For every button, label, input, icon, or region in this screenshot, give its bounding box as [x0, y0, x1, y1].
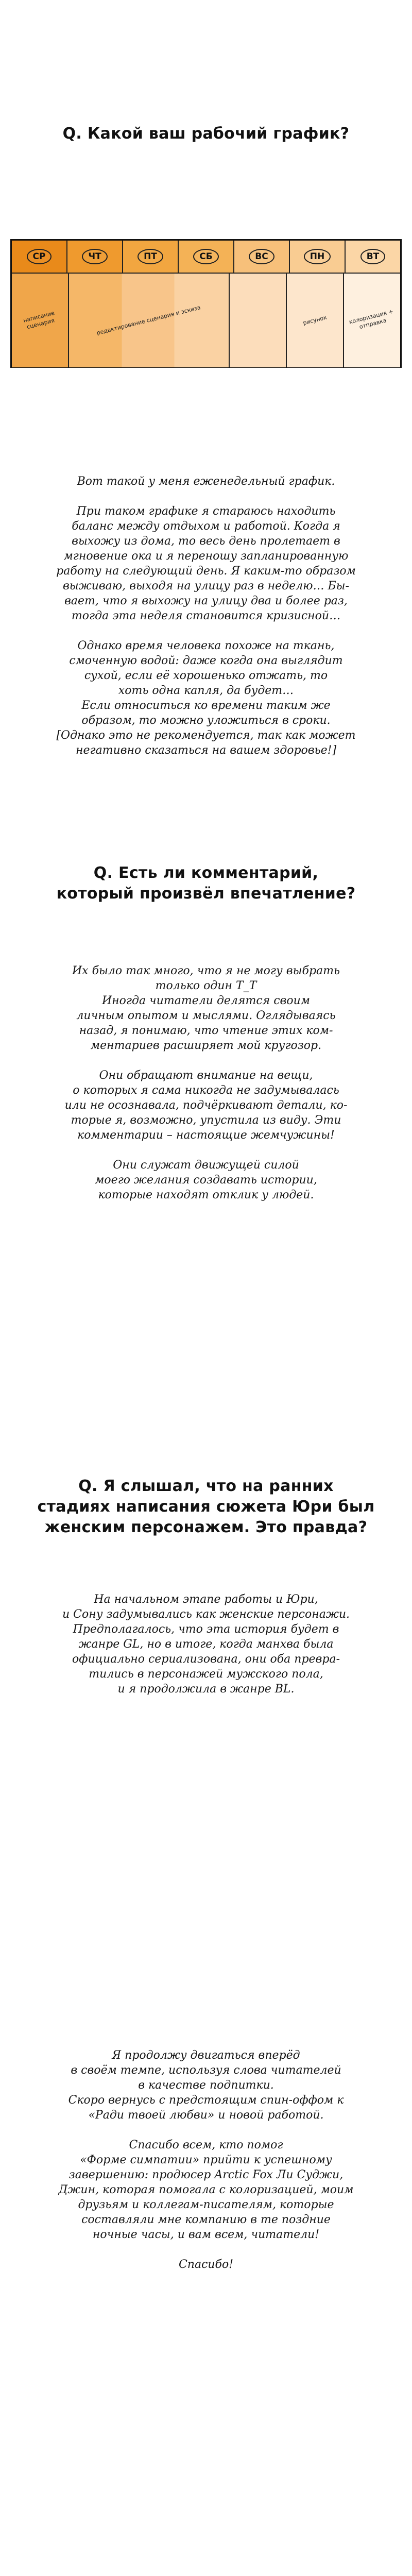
schedule-day-6 [346, 241, 400, 273]
schedule-day-1 [67, 241, 123, 273]
schedule-cell-spacer [230, 274, 287, 367]
closing-text: Я продолжу двигаться вперёд в своём темпе, используя слова читателей в качестве подпитки. Скоро вернусь с предстоящим спин-оффом к «Ради твоей любви» и новой работой. Спасибо всем, кто помог «Форме симпатии» прийти к успешному завершению: продюсер Arctic Fox Ли Суджи, Джин, которая помогала с колоризацией, моим друзьям и коллегам-писателям, которые составляли мне компанию в те поздние ночные часы, и вам всем, читатели! Спасибо! [58, 2049, 354, 2271]
question-3-line-3: женским персонажем. Это правда? [44, 1518, 368, 1536]
question-2-title [0, 863, 412, 904]
schedule-day-label: СР [27, 249, 52, 264]
schedule-header-row [12, 241, 400, 273]
question-1-title: Q. Какой ваш рабочий график? [62, 125, 350, 143]
schedule-day-5 [290, 241, 346, 273]
question-2-line-2: который произвёл впечатление? [56, 885, 356, 903]
schedule-cell-drawing: рисунок [287, 274, 344, 367]
schedule-day-label: ПТ [138, 249, 163, 264]
schedule-cell-editing: редактирование сценария и эскиза [69, 274, 230, 367]
schedule-day-label: ВС [249, 249, 274, 264]
answer-2-text: Их было так много, что я не могу выбрать только один Т_Т Иногда читатели делятся своим личным опытом и мыслями. Оглядываясь назад, я понимаю, что чтение этих ком- ментариев расширяет мой кругозор. Они обращают внимание на вещи, о которых я сама никогда не задумывалась или не осознавала, подчёркивают детали, ко- торые я, возможно, упустила из виду. Эти комментарии – настоящие жемчужины! Они служат движущей силой моего желания создавать истории, которые находят отклик у людей. [64, 964, 348, 1201]
schedule-body-row [12, 273, 400, 367]
schedule-cell-writing: написание сценария [12, 274, 69, 367]
schedule-day-3 [179, 241, 234, 273]
answer-3-text: На начальном этапе работы и Юри, и Сону задумывались как женские персонажи. Предполагалось, что эта история будет в жанре GL, но в итоге, когда манхва была официально сериализована, они оба превра- тились в персонажей мужского пола, и я продолжила в жанре BL. [62, 1593, 350, 1696]
schedule-day-label: ЧТ [82, 249, 107, 264]
schedule-day-label: СБ [193, 249, 218, 264]
answer-1-text: Вот такой у меня еженедельный график. При таком графике я стараюсь находить баланс между отдыхом и работой. Когда я выхожу из дома, то весь день пролетает в мгновение ока и я переношу запланированную работу на следующий день. Я каким-то образом выживаю, выходя на улицу раз в неделю… Бы- вает, что я выхожу на улицу два и более раз, тогда эта неделя становится кризисной… Однако время человека похоже на ткань, смоченную водой: даже когда она выглядит сухой, если её хорошенько отжать, то хоть одна капля, да будет… Если относиться ко времени таким же образом, то можно уложиться в сроки. [Однако это не рекомендуется, так как может негативно сказаться на вашем здоровье!] [56, 475, 356, 757]
question-3-title [0, 1476, 412, 1538]
weekly-schedule-table [10, 239, 402, 368]
schedule-day-2 [123, 241, 179, 273]
schedule-day-0 [12, 241, 67, 273]
schedule-day-label: ВТ [360, 249, 386, 264]
schedule-day-4 [234, 241, 290, 273]
question-3-line-2: стадиях написания сюжета Юри был [37, 1498, 375, 1516]
question-3-line-1: Q. Я слышал, что на ранних [78, 1477, 334, 1495]
schedule-cell-coloring: колоризация + отправка [344, 274, 400, 367]
schedule-day-label: ПН [304, 249, 331, 264]
question-2-line-1: Q. Есть ли комментарий, [93, 864, 319, 882]
